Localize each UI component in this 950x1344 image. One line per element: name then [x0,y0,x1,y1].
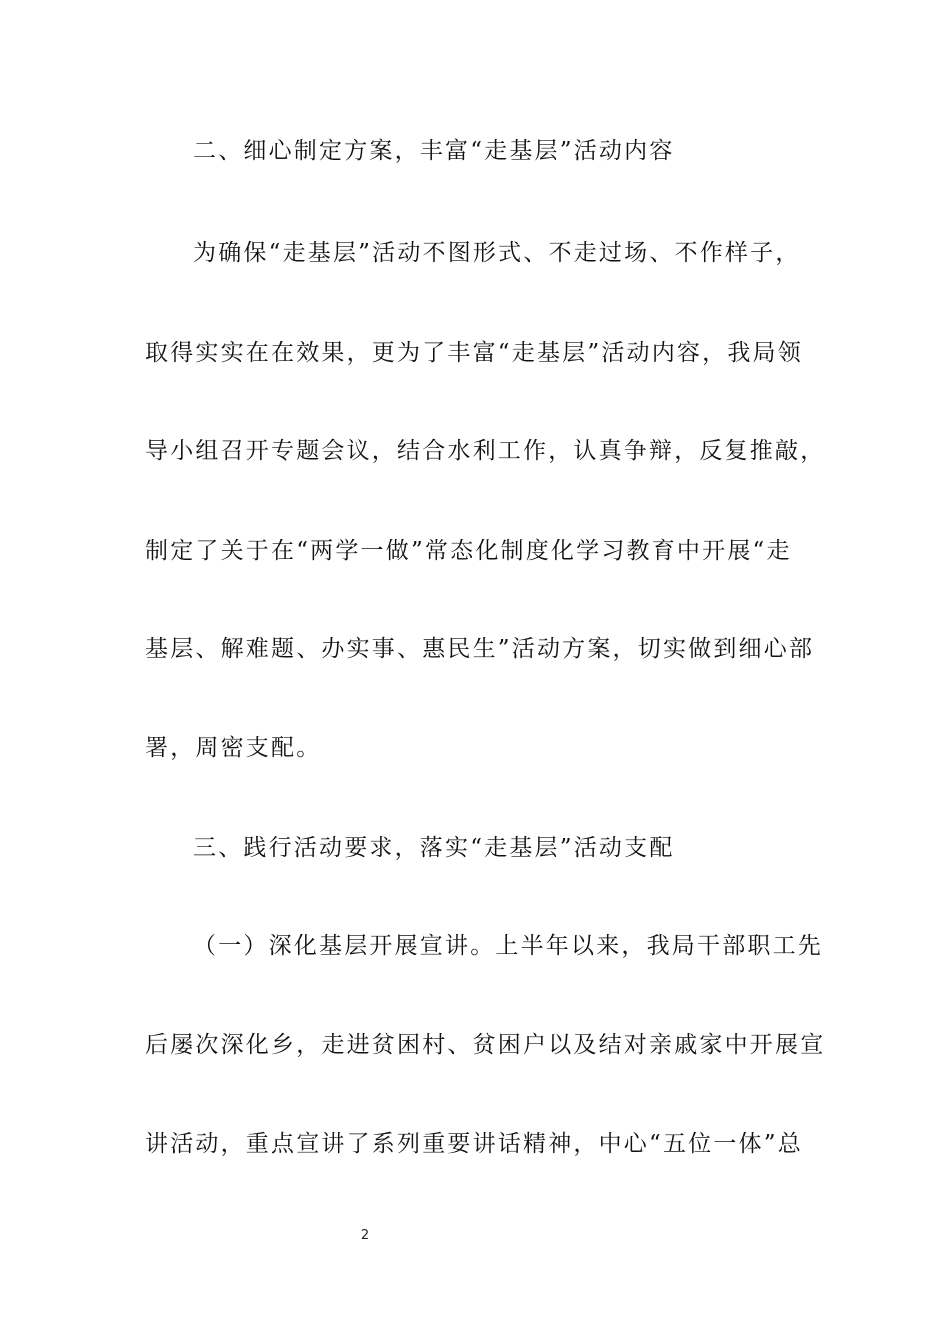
paragraph-line: 署，周密支配。 [145,735,322,761]
paragraph-line: （一）深化基层开展宣讲。上半年以来，我局干部职工先 [193,933,823,959]
section-heading-2: 二、细心制定方案，丰富“走基层”活动内容 [193,138,675,164]
page-number: 2 [360,1228,370,1243]
paragraph-line: 制定了关于在“两学一做”常态化制度化学习教育中开展“走 [145,538,792,564]
section-heading-3: 三、践行活动要求，落实“走基层”活动支配 [193,835,675,861]
paragraph-line: 导小组召开专题会议，结合水利工作，认真争辩，反复推敲， [145,438,826,464]
paragraph-line: 后屡次深化乡，走进贫困村、贫困户以及结对亲戚家中开展宣 [145,1032,826,1058]
paragraph-line: 为确保“走基层”活动不图形式、不走过场、不作样子， [193,240,801,266]
paragraph-line: 取得实实在在效果，更为了丰富“走基层”活动内容，我局领 [145,340,803,366]
paragraph-line: 基层、解难题、办实事、惠民生”活动方案，切实做到细心部 [145,636,815,662]
paragraph-line: 讲活动，重点宣讲了系列重要讲话精神，中心“五位一体”总 [145,1131,803,1157]
